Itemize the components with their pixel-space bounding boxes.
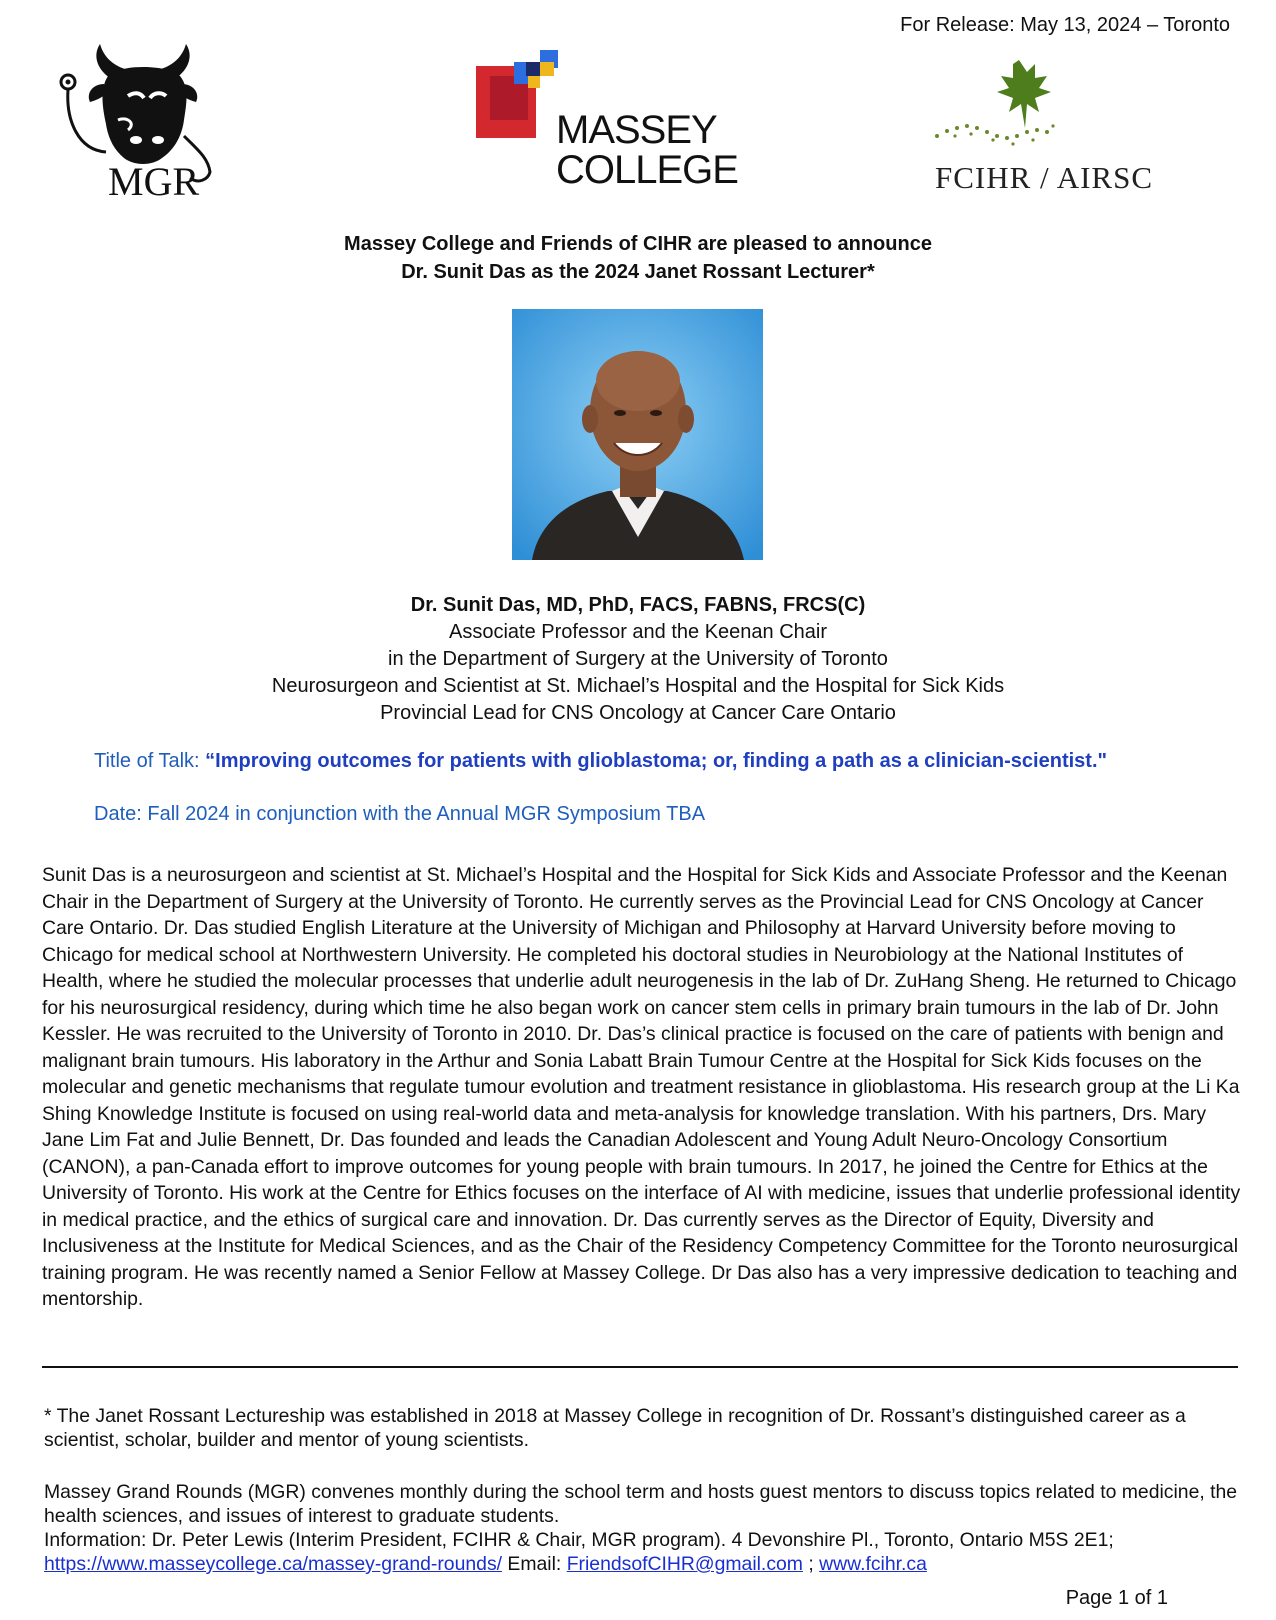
maple-leaf-icon <box>935 56 1185 156</box>
release-date: For Release: May 13, 2024 – Toronto <box>900 14 1230 36</box>
link-separator: ; <box>802 1553 820 1575</box>
fcihr-website-link[interactable]: www.fcihr.ca <box>819 1553 927 1575</box>
mgr-logo-text: MGR <box>108 159 200 204</box>
talk-date: Date: Fall 2024 in conjunction with the Annual MGR Symposium TBA <box>94 803 706 825</box>
mgr-contact-text: Information: Dr. Peter Lewis (Interim President, FCIHR & Chair, MGR program). 4 Devonshire Pl., Toronto, Ontario M5S 2E1; <box>44 1529 1114 1551</box>
massey-logo-line1: MASSEY <box>556 108 717 152</box>
email-label: Email: <box>502 1553 567 1575</box>
speaker-title-line-2: in the Department of Surgery at the University of Toronto <box>388 648 888 670</box>
portrait-photo <box>512 309 763 560</box>
footnote-divider <box>42 1366 1238 1368</box>
massey-logo-line2: COLLEGE <box>556 148 738 192</box>
talk-title <box>94 750 1107 773</box>
headline-line-1: Massey College and Friends of CIHR are pleased to announce <box>344 233 932 255</box>
massey-grand-rounds-link[interactable]: https://www.masseycollege.ca/massey-grand-rounds/ <box>44 1553 503 1575</box>
lectureship-footnote: * The Janet Rossant Lectureship was established in 2018 at Massey College in recognition of Dr. Rossant’s distinguished career as a scientist, scholar, builder and mentor of young scientists. <box>44 1405 1186 1451</box>
person-portrait-icon <box>512 309 763 560</box>
headline-line-2: Dr. Sunit Das as the 2024 Janet Rossant Lecturer* <box>401 261 875 283</box>
mgr-contact <box>44 1528 1240 1576</box>
email-link[interactable]: FriendsofCIHR@gmail.com <box>566 1553 803 1575</box>
talk-title-text: “Improving outcomes for patients with glioblastoma; or, finding a path as a clinician-scientist." <box>205 750 1107 772</box>
speaker-title-line-4: Provincial Lead for CNS Oncology at Cancer Care Ontario <box>380 702 896 724</box>
biography-paragraph: Sunit Das is a neurosurgeon and scientist at St. Michael’s Hospital and the Hospital for Sick Kids and Associate Professor and the Keenan Chair in the Department of Surgery at the University of Toronto. He currently serves as the Provincial Lead for CNS Oncology at Cancer Care Ontario. Dr. Das studied English Literature at the University of Michigan and Philosophy at Harvard University before moving to Chicago for medical school at Northwestern University. He completed his doctoral studies in Neurobiology at the National Institutes of Health, where he studied the molecular processes that underlie adult neurogenesis in the lab of Dr. ZuHang Sheng. He returned to Chicago for his neurosurgical residency, during which time he also began work on cancer stem cells in primary brain tumours in the lab of Dr. John Kessler. He was recruited to the University of Toronto in 2010. Dr. Das’s clinical practice is focused on the care of patients with benign and malignant brain tumours. His laboratory in the Arthur and Sonia Labatt Brain Tumour Centre at the Hospital for Sick Kids focuses on the molecular and genetic mechanisms that regulate tumour evolution and treatment resistance in glioblastoma. His research group at the Li Ka Shing Knowledge Institute is focused on using real-world data and meta-analysis for knowledge translation. With his partners, Drs. Mary Jane Lim Fat and Julie Bennett, Dr. Das founded and leads the Canadian Adolescent and Young Adult Neuro-Oncology Consortium (CANON), a pan-Canada effort to improve outcomes for young people with brain tumours. In 2017, he joined the Centre for Ethics at the University of Toronto. His work at the Centre for Ethics focuses on the interface of AI with medicine, issues that underlie professional identity in medical practice, and the ethics of surgical care and innovation. Dr. Das currently serves as the Director of Equity, Diversity and Inclusiveness at the Institute for Medical Sciences, and as the Chair of the Residency Competency Committee for the Toronto neurosurgical training program. He was recently named a Senior Fellow at Massey College. Dr Das also has a very impressive dedication to teaching and mentorship. <box>42 864 1241 1310</box>
mgr-description: Massey Grand Rounds (MGR) convenes monthly during the school term and hosts guest mentors to discuss topics related to medicine, the health sciences, and issues of interest to graduate students. <box>44 1481 1238 1527</box>
massey-college-logo <box>476 48 738 198</box>
fcihr-logo <box>935 56 1185 206</box>
mgr-information <box>44 1480 1240 1576</box>
mgr-logo <box>58 40 218 204</box>
speaker-title-line-1: Associate Professor and the Keenan Chair <box>449 621 827 643</box>
fcihr-logo-text: FCIHR / AIRSC <box>935 160 1154 195</box>
talk-title-label: Title of Talk: <box>94 750 206 772</box>
page-number: Page 1 of 1 <box>1065 1587 1168 1609</box>
announcement-headline <box>0 230 1276 286</box>
speaker-name: Dr. Sunit Das, MD, PhD, FACS, FABNS, FRCS(C) <box>410 594 866 616</box>
speaker-title-line-3: Neurosurgeon and Scientist at St. Michael’s Hospital and the Hospital for Sick Kids <box>271 675 1005 697</box>
speaker-credentials <box>0 592 1276 727</box>
